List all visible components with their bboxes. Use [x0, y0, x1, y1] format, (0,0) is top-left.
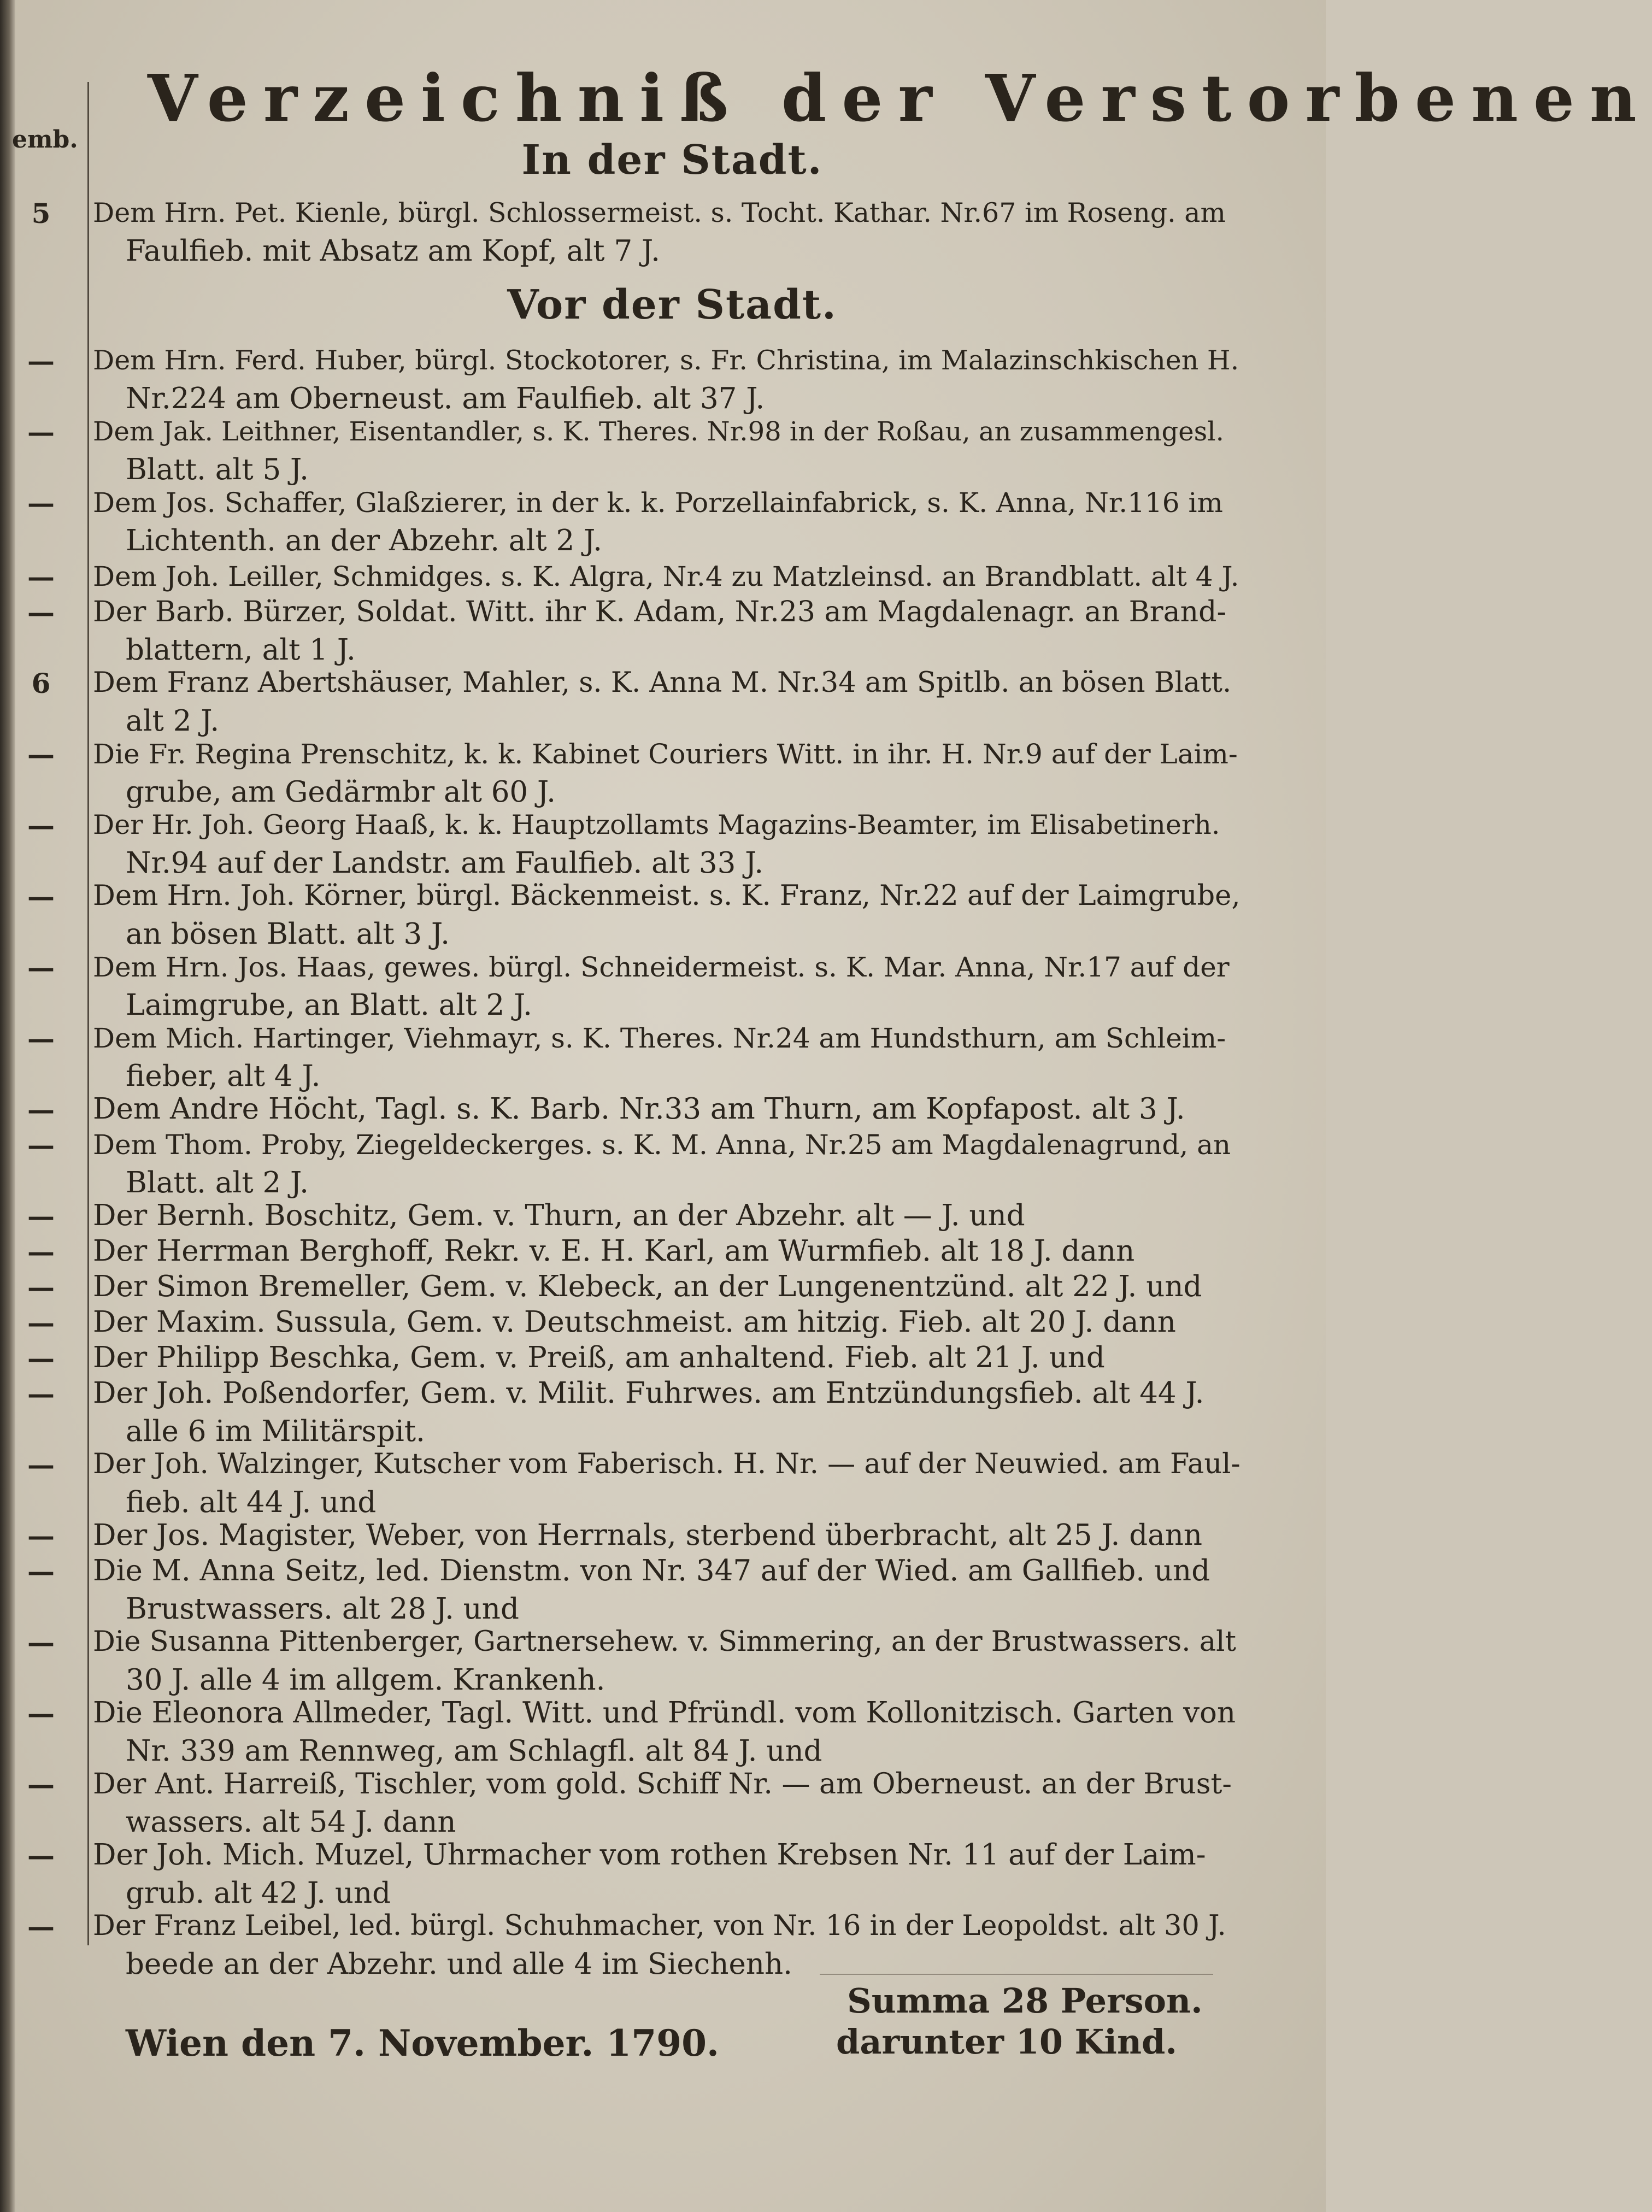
entry-line: Dem Hrn. Ferd. Huber, bürgl. Stockotorer, s. Fr. Christina, im Malazinschkischen H. [93, 345, 1239, 376]
entry-line: Dem Jak. Leithner, Eisentandler, s. K. Theres. Nr.98 in der Roßau, an zusammengesl. [93, 416, 1224, 447]
margin-mark: — [27, 1555, 55, 1587]
entry-line: Der Herrman Berghoff, Rekr. v. E. H. Karl, am Wurmfieb. alt 18 J. dann [93, 1234, 1135, 1268]
entry-line: Der Ant. Harreiß, Tischler, vom gold. Schiff Nr. — am Oberneust. an der Brust- [93, 1768, 1232, 1801]
entry-line: Dem Joh. Leiller, Schmidges. s. K. Algra, Nr.4 zu Matzleinsd. an Brandblatt. alt 4 J. [93, 561, 1239, 592]
entry-line: Dem Hrn. Jos. Haas, gewes. bürgl. Schneidermeist. s. K. Mar. Anna, Nr.17 auf der [93, 951, 1230, 983]
entry-line: Die Susanna Pittenberger, Gartnersehew. v. Simmering, an der Brustwassers. alt [93, 1626, 1236, 1658]
list-item [27, 1197, 1241, 1235]
margin-mark: 6 [31, 667, 51, 699]
entry-continuation: alle 6 im Militärspit. [126, 1415, 425, 1448]
section-heading-vorstadt: Vor der Stadt. [507, 281, 837, 328]
margin-mark: — [27, 809, 55, 842]
margin-mark: — [27, 738, 55, 770]
list-item [31, 664, 1241, 740]
list-item [27, 342, 1241, 418]
entry-line: Dem Andre Höcht, Tagl. s. K. Barb. Nr.33 am Thurn, am Kopfapost. alt 3 J. [93, 1092, 1185, 1126]
page-title: Verzeichniß der Verstorbenen [148, 60, 1652, 136]
list-item [27, 948, 1241, 1025]
entry-line: Dem Hrn. Pet. Kienle, bürgl. Schlossermeist. s. Tocht. Kathar. Nr.67 im Roseng. am [93, 197, 1226, 228]
margin-mark: — [27, 487, 55, 519]
entry-line: Dem Jos. Schaffer, Glaßzierer, in der k. k. Porzellainfabrick, s. K. Anna, Nr.116 im [93, 487, 1223, 519]
list-item [27, 1126, 1241, 1202]
entry-continuation: Laimgrube, an Blatt. alt 2 J. [126, 989, 532, 1022]
list-item [27, 1445, 1241, 1522]
margin-mark: — [27, 880, 55, 913]
list-item [27, 1907, 1241, 1984]
entry-line: Die Eleonora Allmeder, Tagl. Witt. und Pfründl. vom Kollonitzisch. Garten von [93, 1696, 1236, 1729]
list-item [27, 484, 1241, 560]
list-item [27, 735, 1241, 811]
entry-line: Der Simon Bremeller, Gem. v. Klebeck, an der Lungenentzünd. alt 22 J. und [93, 1270, 1202, 1303]
summary-rule [820, 1974, 1213, 1975]
entry-continuation: grub. alt 42 J. und [126, 1876, 391, 1910]
entry-continuation: Brustwassers. alt 28 J. und [126, 1592, 519, 1626]
entry-line: Der Jos. Magister, Weber, von Herrnals, sterbend überbracht, alt 25 J. dann [93, 1519, 1203, 1552]
list-item [31, 194, 1241, 270]
list-item [27, 1694, 1241, 1770]
summary-total: Summa 28 Person. [847, 1981, 1203, 2021]
entry-line: Der Hr. Joh. Georg Haaß, k. k. Hauptzollamts Magazins-Beamter, im Elisabetinerh. [93, 809, 1220, 840]
margin-mark: 5 [31, 197, 51, 230]
margin-mark: — [27, 1129, 55, 1161]
margin-mark: — [27, 1342, 55, 1374]
entry-continuation: an bösen Blatt. alt 3 J. [126, 917, 450, 951]
entry-line: Dem Franz Abertshäuser, Mahler, s. K. Anna M. Nr.34 am Spitlb. an bösen Blatt. [93, 667, 1232, 699]
list-item [27, 1019, 1241, 1096]
entry-continuation: grube, am Gedärmbr alt 60 J. [126, 775, 556, 809]
entry-line: Der Maxim. Sussula, Gem. v. Deutschmeist. am hitzig. Fieb. alt 20 J. dann [93, 1305, 1176, 1339]
margin-mark: — [27, 1910, 55, 1943]
list-item [27, 557, 1241, 596]
margin-mark: — [27, 1236, 55, 1268]
entry-continuation: 30 J. alle 4 im allgem. Krankenh. [126, 1663, 605, 1697]
entry-continuation: fieber, alt 4 J. [126, 1060, 321, 1093]
list-item [27, 1232, 1241, 1270]
entry-continuation: Nr.224 am Oberneust. am Faulfieb. alt 37 J. [126, 382, 765, 415]
margin-mark: — [27, 1378, 55, 1410]
list-item [27, 1765, 1241, 1842]
list-item [27, 1552, 1241, 1628]
entry-line: Dem Mich. Hartinger, Viehmayr, s. K. Theres. Nr.24 am Hundsthurn, am Schleim- [93, 1022, 1226, 1054]
list-item [27, 1090, 1241, 1128]
entry-line: Der Joh. Poßendorfer, Gem. v. Milit. Fuhrwes. am Entzündungsfieb. alt 44 J. [93, 1376, 1204, 1410]
entry-line: Dem Hrn. Joh. Körner, bürgl. Bäckenmeist. s. K. Franz, Nr.22 auf der Laimgrube, [93, 880, 1241, 912]
margin-mark: — [27, 1200, 55, 1232]
list-item [27, 593, 1241, 669]
margin-mark: — [27, 1626, 55, 1658]
document-date: Wien den 7. November. 1790. [126, 2022, 719, 2064]
entry-line: Der Joh. Walzinger, Kutscher vom Faberisch. H. Nr. — auf der Neuwied. am Faul- [93, 1448, 1241, 1480]
entry-continuation: Blatt. alt 2 J. [126, 1166, 309, 1199]
summary-children: darunter 10 Kind. [836, 2022, 1177, 2062]
margin-mark: — [27, 561, 55, 593]
entry-line: Die M. Anna Seitz, led. Dienstm. von Nr. 347 auf der Wied. am Gallfieb. und [93, 1554, 1210, 1587]
entry-continuation: Nr. 339 am Rennweg, am Schlagfl. alt 84 J. und [126, 1734, 822, 1768]
margin-mark: — [27, 1697, 55, 1729]
margin-mark: — [27, 1520, 55, 1552]
entry-line: Der Barb. Bürzer, Soldat. Witt. ihr K. Adam, Nr.23 am Magdalenagr. an Brand- [93, 596, 1227, 628]
margin-mark: — [27, 1768, 55, 1801]
entry-continuation: wassers. alt 54 J. dann [126, 1805, 456, 1839]
entry-line: Der Philipp Beschka, Gem. v. Preiß, am anhaltend. Fieb. alt 21 J. und [93, 1341, 1105, 1374]
list-item [27, 1516, 1241, 1555]
entry-line: Der Franz Leibel, led. bürgl. Schuhmacher, von Nr. 16 in der Leopoldst. alt 30 J. [93, 1910, 1226, 1942]
margin-mark: — [27, 1093, 55, 1126]
entry-line: Der Joh. Mich. Muzel, Uhrmacher vom rothen Krebsen Nr. 11 auf der Laim- [93, 1838, 1206, 1872]
entry-continuation: beede an der Abzehr. und alle 4 im Siechenh. [126, 1948, 792, 1981]
list-item [27, 1623, 1241, 1699]
list-item [27, 877, 1241, 954]
margin-mark: — [27, 596, 55, 628]
list-item [27, 1339, 1241, 1377]
section-heading-stadt: In der Stadt. [521, 137, 823, 184]
list-item [27, 1374, 1241, 1451]
margin-mark: — [27, 1449, 55, 1481]
entry-continuation: blattern, alt 1 J. [126, 633, 356, 667]
entry-continuation: alt 2 J. [126, 704, 220, 738]
margin-mark: — [27, 1839, 55, 1872]
margin-mark: — [27, 345, 55, 377]
entry-continuation: Blatt. alt 5 J. [126, 453, 309, 486]
entry-line: Der Bernh. Boschitz, Gem. v. Thurn, an der Abzehr. alt — J. und [93, 1199, 1025, 1232]
margin-header: emb. [12, 126, 78, 154]
list-item [27, 806, 1241, 883]
list-item [27, 1303, 1241, 1342]
entry-continuation: Lichtenth. an der Abzehr. alt 2 J. [126, 524, 603, 557]
entry-continuation: Faulfieb. mit Absatz am Kopf, alt 7 J. [126, 234, 660, 268]
entry-line: Die Fr. Regina Prenschitz, k. k. Kabinet Couriers Witt. in ihr. H. Nr.9 auf der Laim- [93, 738, 1238, 770]
entry-line: Dem Thom. Proby, Ziegeldeckerges. s. K. M. Anna, Nr.25 am Magdalenagrund, an [93, 1129, 1231, 1161]
margin-mark: — [27, 951, 55, 984]
entry-continuation: fieb. alt 44 J. und [126, 1486, 377, 1519]
margin-mark: — [27, 416, 55, 448]
margin-mark: — [27, 1022, 55, 1055]
entry-continuation: Nr.94 auf der Landstr. am Faulfieb. alt 33 J. [126, 846, 764, 880]
margin-mark: — [27, 1307, 55, 1339]
list-item [27, 1836, 1241, 1913]
list-item [27, 413, 1241, 489]
margin-mark: — [27, 1271, 55, 1303]
list-item [27, 1268, 1241, 1306]
